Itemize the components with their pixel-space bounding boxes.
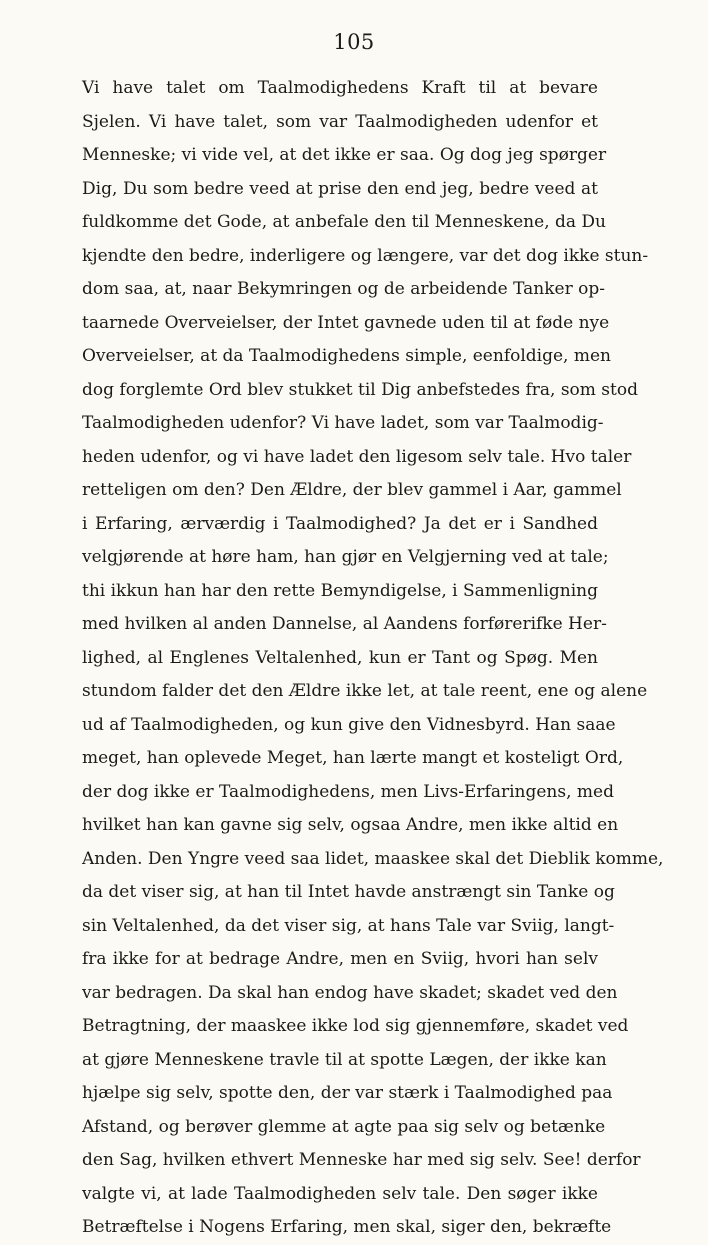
text-line: der dog ikke er Taalmodighedens, men Livs-Erfaringens, med (82, 781, 614, 802)
text-line: Betræftelse i Nogens Erfaring, men skal, siger den, bekræfte (82, 1217, 612, 1237)
text-line: sin Veltalenhed, da det viser sig, at hans Tale var Sviig, langt- (82, 915, 615, 936)
text-line: Anden. Den Yngre veed saa lidet, maaskee skal det Dieblik komme, (82, 848, 664, 869)
text-line: thi ikkun han har den rette Bemyndigelse, i Sammenligning (82, 580, 598, 601)
body-text (82, 72, 664, 1245)
text-line: Vi have talet om Taalmodighedens Kraft til at bevare (82, 78, 598, 98)
text-line: stundom falder det den Ældre ikke let, at tale reent, ene og alene (82, 681, 648, 701)
text-line: valgte vi, at lade Taalmodigheden selv tale. Den søger ikke (82, 1183, 598, 1204)
text-line: da det viser sig, at han til Intet havde anstrængt sin Tanke og (82, 882, 615, 902)
text-line: med hvilken al anden Dannelse, al Aandens forførerifke Her- (82, 614, 607, 634)
text-line: dog forglemte Ord blev stukket til Dig anbefstedes fra, som stod (82, 379, 638, 400)
text-line: Betragtning, der maaskee ikke lod sig gjennemføre, skadet ved (82, 1016, 629, 1036)
text-line: taarnede Overveielser, der Intet gavnede uden til at føde nye (82, 312, 610, 333)
text-line: fra ikke for at bedrage Andre, men en Sviig, hvori han selv (82, 949, 598, 969)
text-line: hvilket han kan gavne sig selv, ogsaa Andre, men ikke altid en (82, 815, 619, 835)
text-line: Menneske; vi vide vel, at det ikke er saa. Og dog jeg spørger (82, 145, 607, 165)
text-line: Sjelen. Vi have talet, som var Taalmodigheden udenfor et (82, 111, 598, 132)
text-line: Afstand, og berøver glemme at agte paa sig selv og betænke (82, 1116, 606, 1137)
text-line: lighed, al Englenes Veltalenhed, kun er Tant og Spøg. Men (82, 647, 598, 668)
text-line: at gjøre Menneskene travle til at spotte Lægen, der ikke kan (82, 1049, 607, 1070)
text-line: heden udenfor, og vi have ladet den ligesom selv tale. Hvo taler (82, 446, 632, 467)
text-line: den Sag, hvilken ethvert Menneske har med sig selv. See! derfor (82, 1150, 641, 1170)
text-line: var bedragen. Da skal han endog have skadet; skadet ved den (82, 982, 618, 1003)
text-line: fuldkomme det Gode, at anbefale den til Menneskene, da Du (82, 212, 607, 232)
text-line: Dig, Du som bedre veed at prise den end jeg, bedre veed at (82, 178, 598, 199)
text-line: i Erfaring, ærværdig i Taalmodighed? Ja det er i Sandhed (82, 513, 598, 534)
text-line: hjælpe sig selv, spotte den, der var stærk i Taalmodighed paa (82, 1083, 613, 1103)
text-line: dom saa, at, naar Bekymringen og de arbeidende Tanker op- (82, 279, 605, 299)
text-line: retteligen om den? Den Ældre, der blev gammel i Aar, gammel (82, 480, 622, 500)
text-line: ud af Taalmodigheden, og kun give den Vidnesbyrd. Han saae (82, 714, 616, 735)
text-line: Overveielser, at da Taalmodighedens simple, eenfoldige, men (82, 346, 611, 366)
text-line: Taalmodigheden udenfor? Vi have ladet, som var Taalmodig- (82, 413, 604, 433)
text-line: kjendte den bedre, inderligere og længere, var det dog ikke stun- (82, 245, 649, 266)
text-line: velgjørende at høre ham, han gjør en Velgjerning ved at tale; (82, 547, 609, 567)
text-line: meget, han oplevede Meget, han lærte mangt et kosteligt Ord, (82, 748, 624, 768)
page-number: 105 (333, 30, 375, 54)
